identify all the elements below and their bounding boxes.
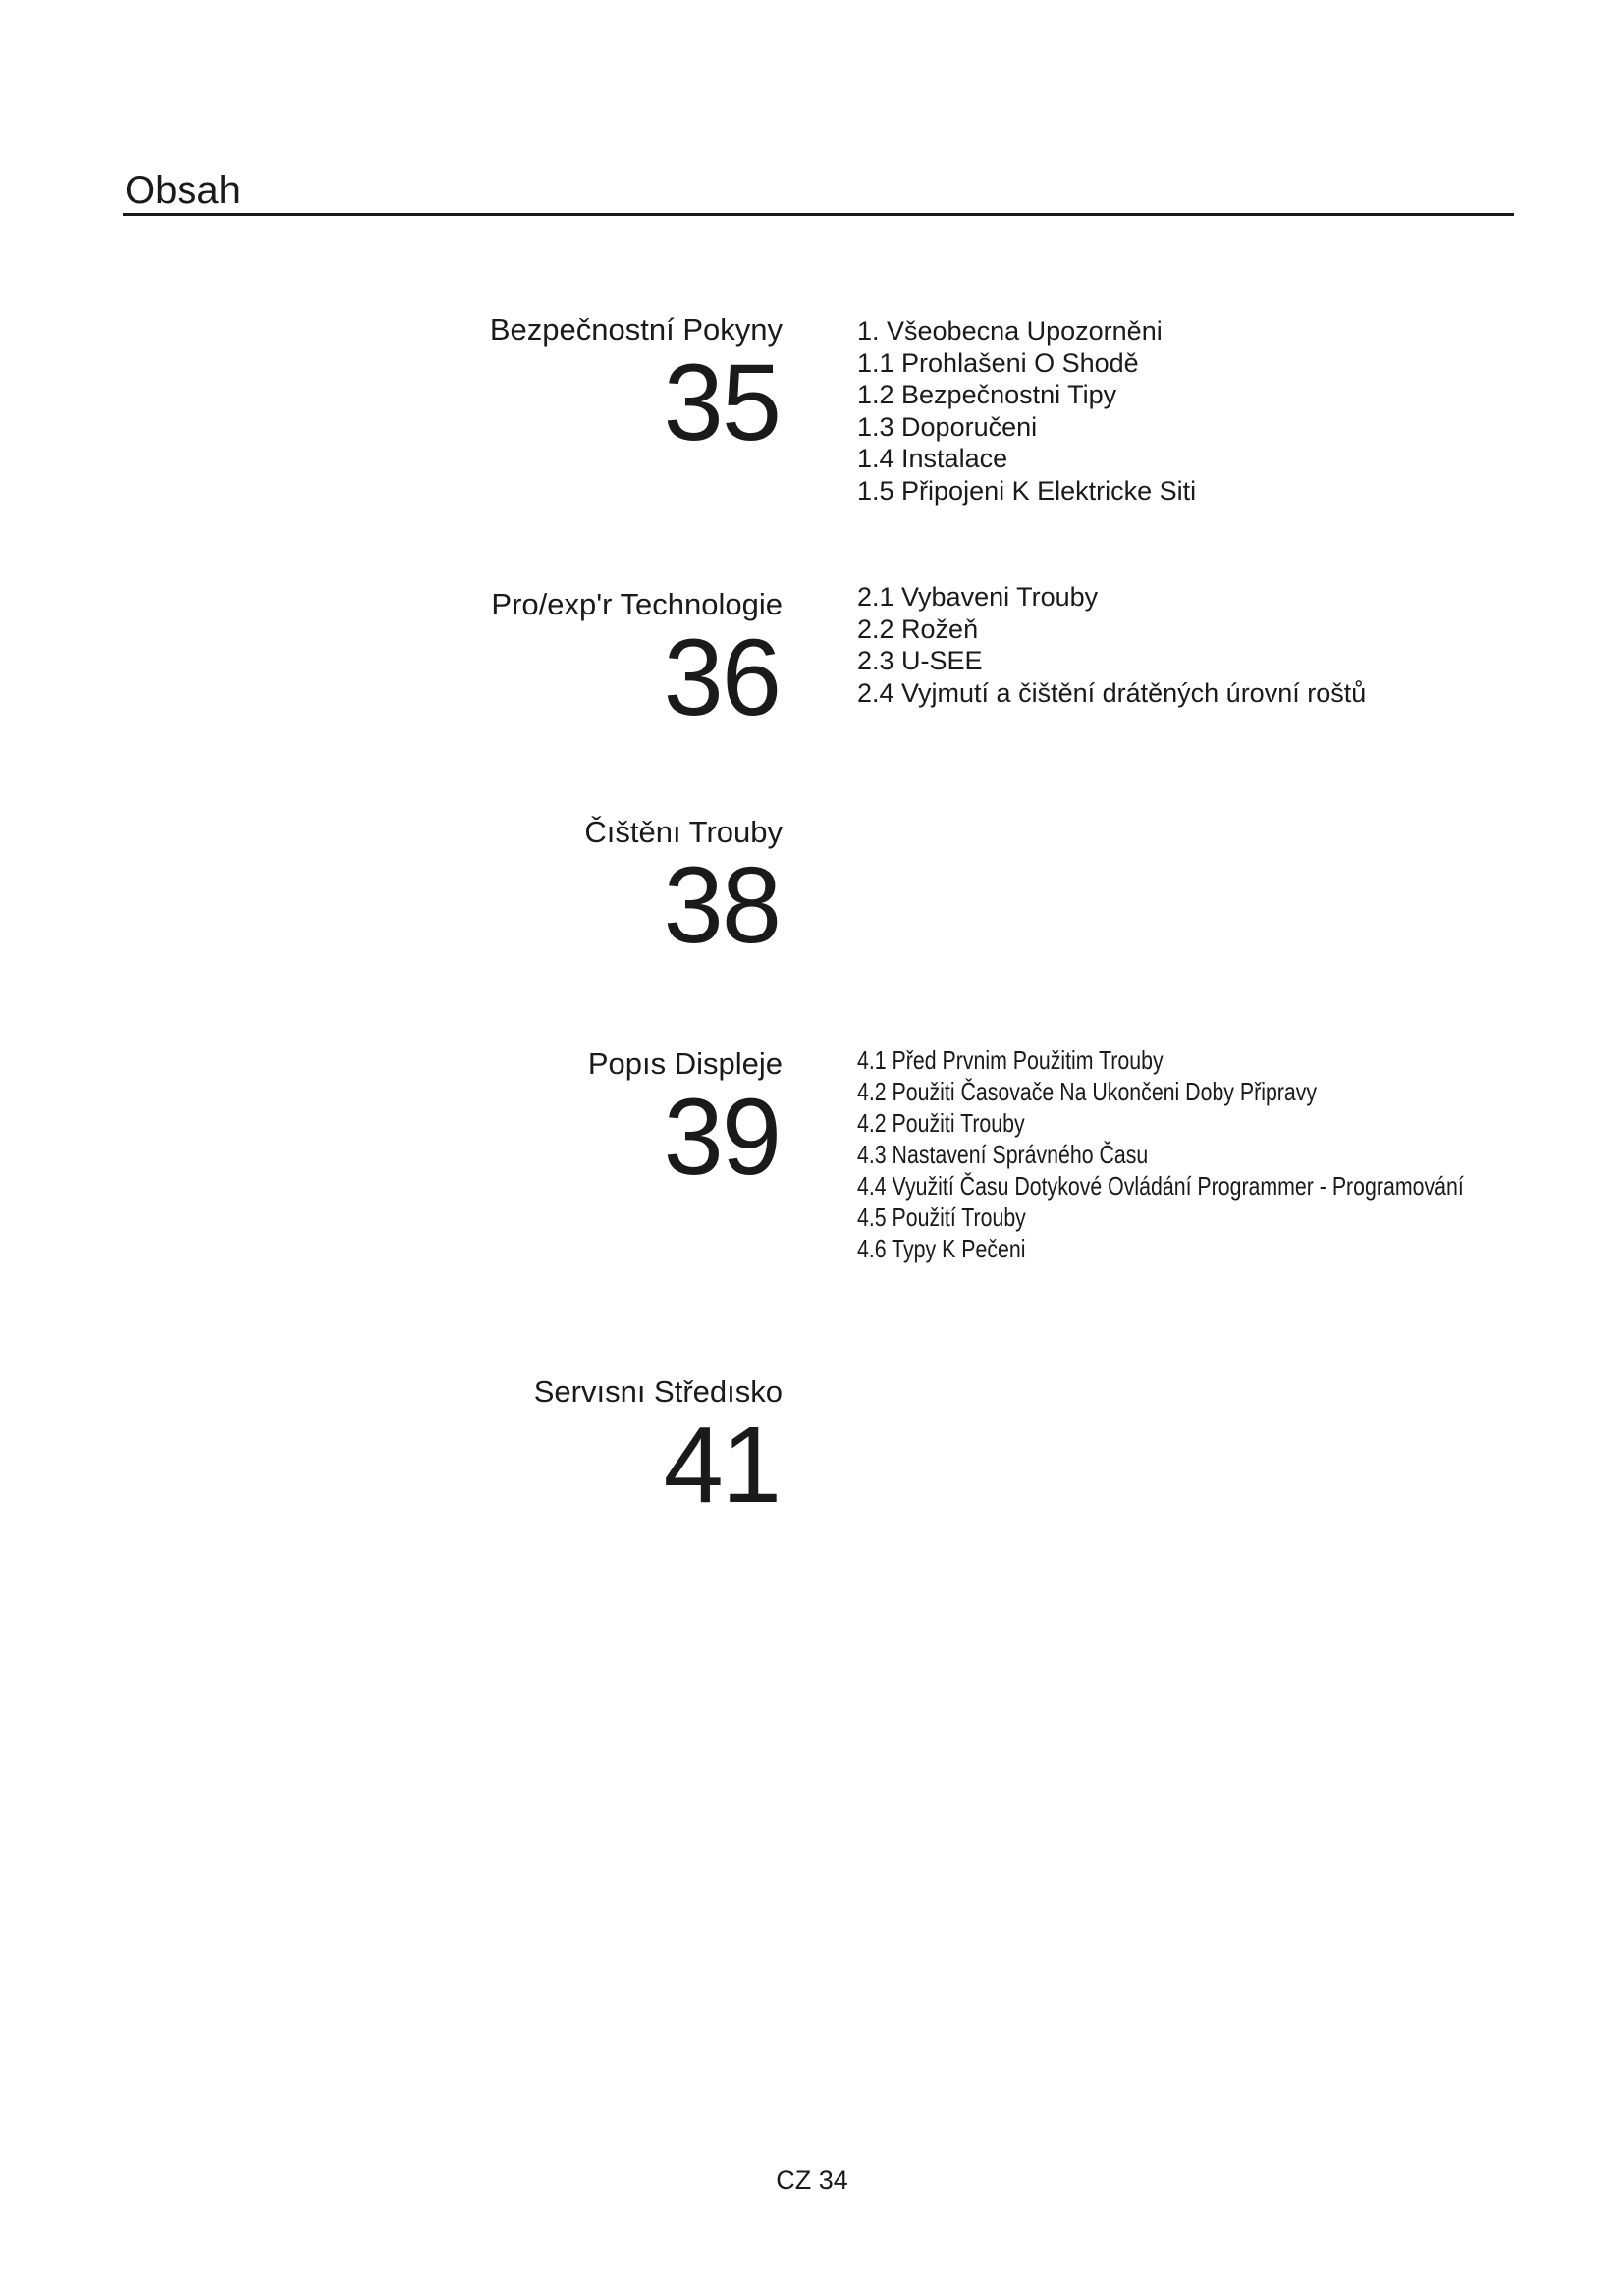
section-page-number: 39 bbox=[663, 1077, 780, 1198]
section-page-number: 41 bbox=[663, 1405, 780, 1525]
subitem: 2.1 Vybaveni Trouby bbox=[857, 582, 1099, 612]
section-title: Servısnı Středısko bbox=[533, 1374, 783, 1409]
subitem: 1.4 Instalace bbox=[857, 444, 1008, 473]
subitem: 1.3 Doporučeni bbox=[857, 411, 1038, 442]
subitem-list bbox=[857, 581, 1366, 709]
subitem: 1.5 Připojeni K Elektricke Siti bbox=[857, 475, 1197, 506]
section-title: Bezpečnostní Pokyny bbox=[489, 312, 783, 347]
subitem: 2.2 Rožeň bbox=[857, 614, 979, 644]
section-page-number: 35 bbox=[663, 343, 780, 463]
toc-section-safety bbox=[0, 312, 1624, 508]
subitem: 1.2 Bezpečnostni Tipy bbox=[857, 380, 1117, 409]
subitem: 1.1 Prohlašeni O Shodě bbox=[857, 347, 1139, 378]
page-title: Obsah bbox=[125, 169, 241, 212]
subitem: 4.5 Použití Trouby bbox=[857, 1202, 1026, 1232]
toc-section-technology bbox=[0, 582, 1624, 744]
subitem: 2.3 U-SEE bbox=[857, 646, 983, 675]
section-title: Pro/exp'r Technologie bbox=[491, 587, 783, 621]
subitem-list bbox=[857, 315, 1196, 507]
subitem: 4.3 Nastavení Správného Času bbox=[857, 1140, 1149, 1169]
toc-section-service bbox=[0, 1374, 1624, 1531]
subitem-list bbox=[857, 1044, 1597, 1264]
section-page-number: 36 bbox=[663, 617, 780, 738]
section-title: Popıs Displeje bbox=[587, 1046, 783, 1081]
title-rule bbox=[123, 213, 1514, 216]
subitem: 1. Všeobecna Upozorněni bbox=[857, 316, 1163, 346]
subitem: 4.2 Použiti Časovače Na Ukončeni Doby Připravy bbox=[857, 1077, 1318, 1106]
subitem: 4.6 Typy K Pečeni bbox=[857, 1234, 1026, 1263]
subitem: 4.1 Před Prvnim Použitim Trouby bbox=[857, 1045, 1164, 1075]
subitem: 4.2 Použiti Trouby bbox=[857, 1108, 1025, 1138]
subitem: 2.4 Vyjmutí a čištění drátěných úrovní roštů bbox=[857, 677, 1367, 708]
section-page-number: 38 bbox=[663, 845, 780, 966]
section-title: Čıštěnı Trouby bbox=[584, 815, 783, 849]
toc-section-display bbox=[0, 1046, 1624, 1292]
page-footer-number: CZ 34 bbox=[776, 2165, 848, 2195]
toc-section-cleaning bbox=[0, 815, 1624, 972]
subitem: 4.4 Využití Času Dotykové Ovládání Programmer - Programování bbox=[857, 1171, 1464, 1201]
